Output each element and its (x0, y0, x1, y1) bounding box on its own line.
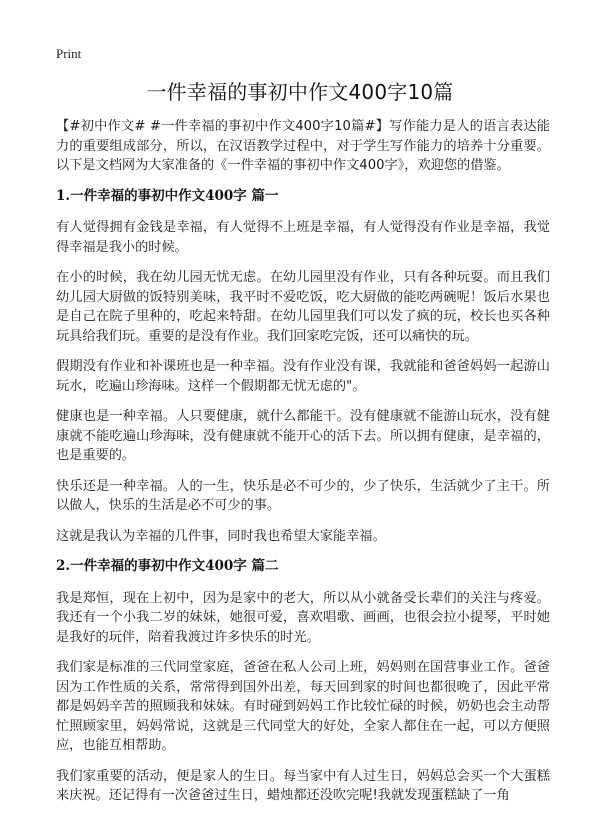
article-body (56, 117, 550, 817)
section-heading-2: 2.一件幸福的事初中作文400字 篇二 (56, 558, 279, 574)
paragraph: 在小的时候，我在幼儿园无忧无虑。在幼儿园里没有作业，只有各种玩耍。而且我们幼儿园大厨做的饭特别美味，我平时不爱吃饭，吃大厨做的能吃两碗呢！饭后水果也是自己在院子里种的，吃起来特甜。在幼儿园里我们可以发了疯的玩，校长也买各种玩具给我们玩。重要的是没有作业。我们回家吃完饭，还可以痛快的玩。 (56, 270, 550, 344)
paragraph: 我们家是标准的三代同堂家庭，爸爸在私人公司上班，妈妈则在国营事业工作。爸爸因为工作性质的关系，常常得到国外出差，每天回到家的时间也都很晚了，因此平常都是妈妈辛苦的照顾我和妹妹。有时碰到妈妈工作比较忙碌的时候，奶奶也会主动帮忙照顾家里，妈妈常说，这就是三代同堂大的好处，全家人都住在一起，可以方便照应，也能互相帮助。 (56, 660, 550, 753)
paragraph: 这就是我认为幸福的几件事，同时我也希望大家能幸福。 (56, 528, 386, 544)
paragraph: 健康也是一种幸福。人只要健康，就什么都能干。没有健康就不能游山玩水，没有健康就不能吃遍山珍海味，没有健康就不能开心的活下去。所以拥有健康，是幸福的，也是重要的。 (56, 409, 550, 463)
page-title: 一件幸福的事初中作文400字10篇 (146, 80, 454, 104)
section-heading-1: 1.一件幸福的事初中作文400字 篇一 (56, 187, 279, 204)
paragraph: 有人觉得拥有金钱是幸福，有人觉得不上班是幸福，有人觉得没有作业是幸福，我觉得幸福是我小的时候。 (56, 220, 550, 255)
paragraph: 假期没有作业和补课班也是一种幸福。没有作业没有课，我就能和爸爸妈妈一起游山玩水，吃遍山珍海味。这样一个假期都无忧无虑的"。 (56, 359, 550, 394)
intro-paragraph: 【#初中作文# #一件幸福的事初中作文400字10篇#】写作能力是人的语言表达能力的重要组成部分，所以，在汉语教学过程中，对于学生写作能力的培养十分重要。以下是文档网为大家准备的《一件幸福的事初中作文400字》，欢迎您的借鉴。 (56, 119, 550, 173)
paragraph: 快乐还是一种幸福。人的一生，快乐是必不可少的，少了快乐，生活就少了主干。所以做人，快乐的生活是必不可少的事。 (56, 478, 550, 513)
paragraph: 我是郑恒，现在上初中，因为是家中的老大，所以从小就备受长辈们的关注与疼爱。我还有一个小我二岁的妹妹，她很可爱，喜欢唱歌、画画，也很会拉小提琴，平时她是我好的玩伴，陪着我渡过许多快乐的时光。 (56, 590, 550, 645)
paragraph: 我们家重要的活动，便是家人的生日。每当家中有人过生日，妈妈总会买一个大蛋糕来庆祝。还记得有一次爸爸过生日，蜡烛都还没吹完呢!我就发现蛋糕缺了一角 (56, 768, 550, 803)
print-link[interactable]: Print (56, 46, 82, 61)
